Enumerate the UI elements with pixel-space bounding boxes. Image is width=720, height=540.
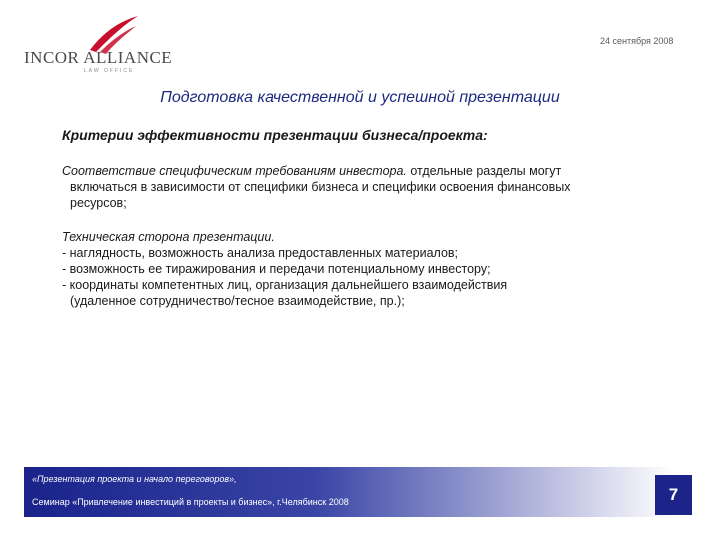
logo-subtext: LAW OFFICE: [84, 68, 135, 74]
criteria-lead-investor: Соответствие специфическим требованиям инвестора.: [62, 164, 407, 178]
slide-subtitle: Критерии эффективности презентации бизнеса/проекта:: [62, 127, 488, 143]
slide-date: 24 сентября 2008: [600, 36, 674, 46]
criteria-text-line2: включаться в зависимости от специфики бизнеса и специфики освоения финансовых: [70, 180, 571, 194]
company-logo: [24, 14, 174, 74]
criteria-text-line3: ресурсов;: [70, 196, 127, 210]
footer-seminar-info: Семинар «Привлечение инвестиций в проекты и бизнес», г.Челябинск 2008: [32, 497, 349, 507]
criteria-lead-technical: Техническая сторона презентации.: [62, 230, 275, 244]
list-item: - возможность ее тиражирования и передачи потенциальному инвестору;: [62, 262, 491, 276]
footer-presentation-title: «Презентация проекта и начало переговоров»,: [32, 474, 237, 484]
criteria-text-line1: отдельные разделы могут: [406, 164, 562, 178]
list-item: - координаты компетентных лиц, организация дальнейшего взаимодействия: [62, 278, 508, 292]
slide-title: Подготовка качественной и успешной презентации: [160, 89, 560, 106]
criteria-block-technical: [62, 229, 662, 309]
list-item-continuation: (удаленное сотрудничество/тесное взаимодействие, пр.);: [70, 294, 405, 308]
criteria-block-investor: [62, 163, 662, 211]
list-item: - наглядность, возможность анализа предоставленных материалов;: [62, 246, 459, 260]
page-number: 7: [655, 475, 692, 515]
logo-text: INCOR ALLIANCE: [24, 48, 173, 67]
